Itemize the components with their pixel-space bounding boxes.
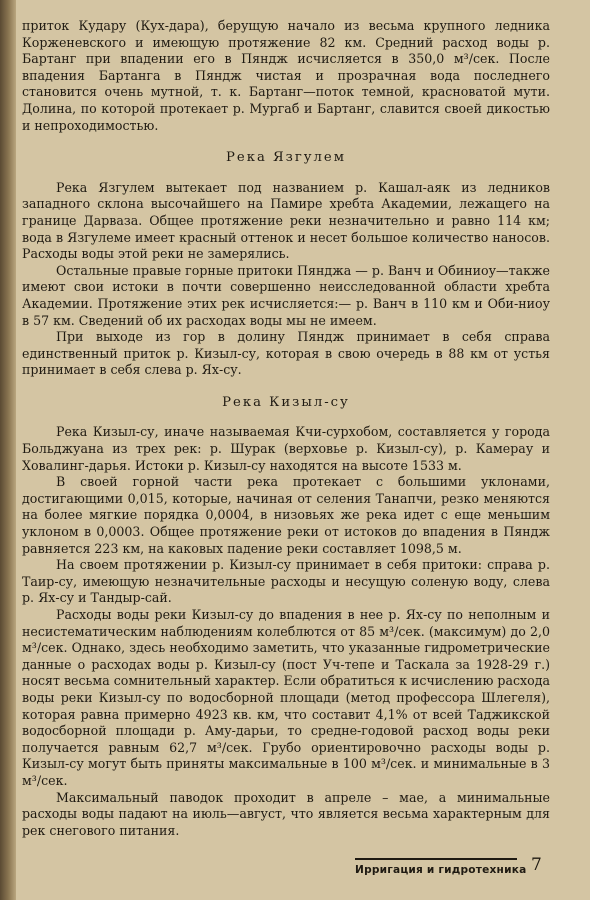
section-heading-yazgulem: Река Язгулем [226, 150, 346, 166]
page-footer [355, 855, 545, 882]
paragraph-yazgulem-3: При выходе из гор в долину Пяндж принимает в себя справа единственный приток р. Кизыл-су, которая в свою очередь в 88 км от устья принимает в себя слева р. Ях-су. [22, 329, 550, 378]
paragraph-kyzyl-su-5: Максимальный паводок проходит в апреле – мае, а минимальные расходы воды падают на июль—август, что является весьма характерным для рек снегового питания. [22, 789, 550, 838]
paragraph-yazgulem-1: Река Язгулем вытекает под названием р. Кашал-аяк из ледников западного склона высочайшего на Памире хребта Академии, лежащего на границе Дарваза. Общее протяжение реки незначительно и равно 114 км; вода в Язгулеме имеет красный оттенок и несет большое количество наносов. Расходы воды этой реки не замерялись. [22, 179, 550, 262]
paragraph-kyzyl-su-4: Расходы воды реки Кизыл-су до впадения в нее р. Ях-су по неполным и несистематическим наблюдениям колеблются от 85 м³/сек. (максимум) до 2,0 м³/сек. Однако, здесь необходимо заметить, что указанные гидрометрические данные о расходах воды р. Кизыл-су (пост Уч-тепе и Таскала за 1928-29 г.) носят весьма сомнительный характер. Если обратиться к исчислению расхода воды реки Кизыл-су по водосборной площади (метод профессора Шлегеля), которая равна примерно 4923 кв. км, что составит 4,1% от всей Таджикской водосборной площади р. Аму-дарьи, то средне-годовой расход воды реки получается равным 62,7 м³/сек. Грубо ориентировочно расходы воды р. Кизыл-су могут быть приняты максимальные в 100 м³/сек. и минимальные в 3 м³/сек. [22, 607, 550, 788]
book-spine-shadow [0, 0, 16, 900]
section-heading-kyzyl-su: Река Кизыл-су [222, 394, 350, 410]
paragraph-yazgulem-2: Остальные правые горные притоки Пянджа — р. Ванч и Обиниоу—также имеют свои истоки в почти совершенно неисследованной области хребта Академии. Протяжение этих рек исчисляется:— р. Ванч в 110 км и Оби-ниоу в 57 км. Сведений об их расходах воды мы не имеем. [22, 262, 550, 328]
paragraph-kyzyl-su-3: На своем протяжении р. Кизыл-су принимает в себя притоки: справа р. Таир-су, имеющую незначительные расходы и несущую соленую воду, слева р. Ях-су и Тандыр-сай. [22, 557, 550, 606]
paragraph-kyzyl-su-1: Река Кизыл-су, иначе называемая Кчи-сурхобом, составляется у города Больджуана из трех рек: р. Шурак (верховье р. Кизыл-су), р. Камерау и Ховалинг-дарья. Истоки р. Кизыл-су находятся на высоте 1533 м. [22, 424, 550, 473]
document-page [22, 18, 550, 890]
footer-title: Ирригация и гидротехника [355, 864, 527, 876]
page-number: 7 [531, 855, 542, 875]
paragraph-bartang: приток Кудару (Кух-дара), берущую начало из весьма крупного ледника Корженевского и имеющую протяжение 82 км. Средний расход воды р. Бартанг при впадении его в Пяндж исчисляется в 350,0 м³/сек. После впадения Бартанга в Пяндж чистая и прозрачная вода последнего становится очень мутной, т. к. Бартанг—поток темной, красноватой мути. Долина, по которой протекает р. Мургаб и Бартанг, славится своей дикостью и непроходимостью. [22, 18, 550, 133]
paragraph-kyzyl-su-2: В своей горной части река протекает с большими уклонами, достигающими 0,015, которые, начиная от селения Танапчи, резко меняются на более мягкие порядка 0,0004, в низовьях же река идет с еще меньшим уклоном в 0,0003. Общее протяжение реки от истоков до впадения в Пяндж равняется 223 км, на каковых падение реки составляет 1098,5 м. [22, 474, 550, 556]
footer-rule [355, 858, 517, 860]
